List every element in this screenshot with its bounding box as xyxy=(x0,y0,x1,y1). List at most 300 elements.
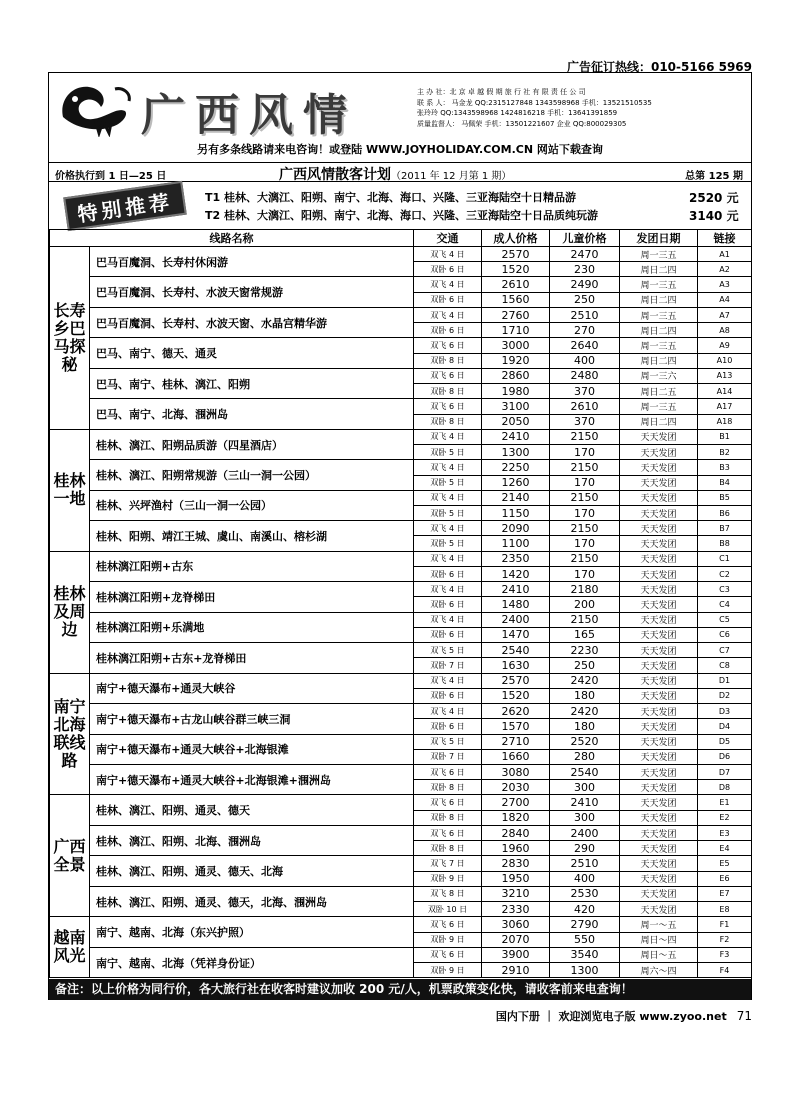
link-code-cell: E5 xyxy=(698,856,752,871)
organizer-line: 主 办 社：北 京 卓 越 假 期 旅 行 社 有 限 责 任 公 司 xyxy=(417,88,586,96)
adult-price-cell: 2570 xyxy=(482,247,550,262)
category-label: 桂林一地 xyxy=(50,429,90,551)
transport-cell: 双卧 9 日 xyxy=(414,963,482,978)
route-name: 桂林漓江阳朔+古东 xyxy=(90,551,414,581)
departure-cell: 天天发团 xyxy=(620,566,698,581)
adult-price-cell: 1820 xyxy=(482,810,550,825)
child-price-cell: 2420 xyxy=(550,704,620,719)
departure-cell: 天天发团 xyxy=(620,810,698,825)
child-price-cell: 2150 xyxy=(550,521,620,536)
transport-cell: 双卧 8 日 xyxy=(414,414,482,429)
adult-price-cell: 2610 xyxy=(482,277,550,292)
departure-cell: 天天发团 xyxy=(620,902,698,917)
child-price-cell: 370 xyxy=(550,384,620,399)
table-row xyxy=(50,307,752,322)
child-price-cell: 2150 xyxy=(550,551,620,566)
transport-cell: 双卧 9 日 xyxy=(414,871,482,886)
organizer-line: 张玲玲 QQ:1343598968 1424816218 手机：13641391859 xyxy=(417,109,618,117)
transport-cell: 双飞 4 日 xyxy=(414,551,482,566)
link-code-cell: C5 xyxy=(698,612,752,627)
adult-price-cell: 1920 xyxy=(482,353,550,368)
child-price-cell: 2510 xyxy=(550,307,620,322)
child-price-cell: 165 xyxy=(550,627,620,642)
child-price-cell: 280 xyxy=(550,749,620,764)
link-code-cell: C4 xyxy=(698,597,752,612)
departure-cell: 天天发团 xyxy=(620,460,698,475)
route-name: 巴马、南宁、德天、通灵 xyxy=(90,338,414,368)
adult-price-cell: 2070 xyxy=(482,932,550,947)
table-body xyxy=(50,247,752,978)
departure-cell: 周日二五 xyxy=(620,384,698,399)
table-row xyxy=(50,247,752,262)
adult-price-cell: 1260 xyxy=(482,475,550,490)
child-price-cell: 550 xyxy=(550,932,620,947)
transport-cell: 双卧 6 日 xyxy=(414,688,482,703)
link-code-cell: C8 xyxy=(698,658,752,673)
child-price-cell: 300 xyxy=(550,810,620,825)
transport-cell: 双飞 4 日 xyxy=(414,673,482,688)
transport-cell: 双卧 6 日 xyxy=(414,627,482,642)
transport-cell: 双飞 6 日 xyxy=(414,825,482,840)
link-code-cell: E1 xyxy=(698,795,752,810)
link-code-cell: A17 xyxy=(698,399,752,414)
table-row xyxy=(50,429,752,444)
adult-price-cell: 2540 xyxy=(482,643,550,658)
promo-label: T1 桂林、大漓江、阳朔、南宁、北海、海口、兴隆、三亚海陆空十日精品游 xyxy=(205,191,576,204)
departure-cell: 天天发团 xyxy=(620,749,698,764)
route-name: 巴马百魔洞、长寿村、水波天窗常规游 xyxy=(90,277,414,307)
link-code-cell: C1 xyxy=(698,551,752,566)
departure-cell: 天天发团 xyxy=(620,643,698,658)
adult-price-cell: 2250 xyxy=(482,460,550,475)
departure-cell: 天天发团 xyxy=(620,841,698,856)
route-name: 巴马、南宁、桂林、漓江、阳朔 xyxy=(90,368,414,398)
departure-cell: 周日～五 xyxy=(620,947,698,962)
transport-cell: 双飞 6 日 xyxy=(414,917,482,932)
page-footer xyxy=(496,1008,752,1024)
table-row xyxy=(50,582,752,597)
transport-cell: 双卧 5 日 xyxy=(414,505,482,520)
link-code-cell: B3 xyxy=(698,460,752,475)
transport-cell: 双卧 7 日 xyxy=(414,749,482,764)
link-code-cell: D6 xyxy=(698,749,752,764)
table-row xyxy=(50,521,752,536)
adult-price-cell: 1470 xyxy=(482,627,550,642)
plan-subtitle: （2011 年 12 月第 1 期） xyxy=(391,171,512,182)
adult-price-cell: 2760 xyxy=(482,307,550,322)
child-price-cell: 180 xyxy=(550,688,620,703)
adult-price-cell: 1520 xyxy=(482,262,550,277)
transport-cell: 双飞 8 日 xyxy=(414,886,482,901)
child-price-cell: 170 xyxy=(550,566,620,581)
organizer-info xyxy=(417,87,747,129)
category-label: 桂林及周边 xyxy=(50,551,90,673)
transport-cell: 双卧 5 日 xyxy=(414,475,482,490)
transport-cell: 双卧 6 日 xyxy=(414,292,482,307)
link-code-cell: D4 xyxy=(698,719,752,734)
adult-price-cell: 1660 xyxy=(482,749,550,764)
adult-price-cell: 2710 xyxy=(482,734,550,749)
promo-badge: 特别推荐 xyxy=(63,181,187,231)
transport-cell: 双卧 5 日 xyxy=(414,445,482,460)
category-label: 南宁北海联线路 xyxy=(50,673,90,795)
transport-cell: 双卧 8 日 xyxy=(414,353,482,368)
link-code-cell: A13 xyxy=(698,368,752,383)
route-name: 桂林、漓江、阳朔品质游（四星酒店） xyxy=(90,429,414,459)
transport-cell: 双飞 4 日 xyxy=(414,307,482,322)
transport-cell: 双飞 6 日 xyxy=(414,764,482,779)
adult-price-cell: 2860 xyxy=(482,368,550,383)
plan-title-bar xyxy=(49,162,751,182)
route-name: 桂林、漓江、阳朔、北海、涠洲岛 xyxy=(90,825,414,855)
link-code-cell: B1 xyxy=(698,429,752,444)
route-name: 南宁+德天瀑布+通灵大峡谷 xyxy=(90,673,414,703)
adult-price-cell: 2700 xyxy=(482,795,550,810)
link-code-cell: A18 xyxy=(698,414,752,429)
adult-price-cell: 2050 xyxy=(482,414,550,429)
promo-item xyxy=(205,207,739,223)
route-name: 桂林漓江阳朔+乐满地 xyxy=(90,612,414,642)
child-price-cell: 1300 xyxy=(550,963,620,978)
category-label: 广西全景 xyxy=(50,795,90,917)
page-number: 71 xyxy=(736,1009,752,1023)
child-price-cell: 2470 xyxy=(550,247,620,262)
header-adult-price: 成人价格 xyxy=(482,230,550,247)
link-code-cell: C2 xyxy=(698,566,752,581)
departure-cell: 天天发团 xyxy=(620,856,698,871)
adult-price-cell: 2330 xyxy=(482,902,550,917)
child-price-cell: 2410 xyxy=(550,795,620,810)
child-price-cell: 2150 xyxy=(550,460,620,475)
table-row xyxy=(50,947,752,962)
adult-price-cell: 1630 xyxy=(482,658,550,673)
departure-cell: 天天发团 xyxy=(620,490,698,505)
adult-price-cell: 2830 xyxy=(482,856,550,871)
link-code-cell: A8 xyxy=(698,323,752,338)
child-price-cell: 420 xyxy=(550,902,620,917)
transport-cell: 双飞 6 日 xyxy=(414,338,482,353)
transport-cell: 双卧 6 日 xyxy=(414,262,482,277)
departure-cell: 周一三六 xyxy=(620,368,698,383)
transport-cell: 双飞 4 日 xyxy=(414,429,482,444)
departure-cell: 周六～四 xyxy=(620,963,698,978)
link-code-cell: A7 xyxy=(698,307,752,322)
link-code-cell: D7 xyxy=(698,764,752,779)
child-price-cell: 370 xyxy=(550,414,620,429)
link-code-cell: B7 xyxy=(698,521,752,536)
departure-cell: 周日～四 xyxy=(620,932,698,947)
departure-cell: 天天发团 xyxy=(620,627,698,642)
child-price-cell: 200 xyxy=(550,597,620,612)
link-code-cell: A2 xyxy=(698,262,752,277)
adult-price-cell: 1710 xyxy=(482,323,550,338)
transport-cell: 双飞 6 日 xyxy=(414,947,482,962)
table-row xyxy=(50,612,752,627)
adult-price-cell: 2620 xyxy=(482,704,550,719)
adult-price-cell: 1570 xyxy=(482,719,550,734)
child-price-cell: 2640 xyxy=(550,338,620,353)
link-code-cell: F4 xyxy=(698,963,752,978)
table-row xyxy=(50,368,752,383)
departure-cell: 天天发团 xyxy=(620,551,698,566)
child-price-cell: 250 xyxy=(550,292,620,307)
transport-cell: 双飞 4 日 xyxy=(414,277,482,292)
link-code-cell: D5 xyxy=(698,734,752,749)
table-row xyxy=(50,338,752,353)
transport-cell: 双卧 6 日 xyxy=(414,323,482,338)
link-code-cell: B6 xyxy=(698,505,752,520)
table-row xyxy=(50,856,752,871)
child-price-cell: 2150 xyxy=(550,429,620,444)
table-row xyxy=(50,551,752,566)
adult-price-cell: 2350 xyxy=(482,551,550,566)
departure-cell: 天天发团 xyxy=(620,521,698,536)
adult-price-cell: 3080 xyxy=(482,764,550,779)
adult-price-cell: 2030 xyxy=(482,780,550,795)
route-name: 南宁+德天瀑布+通灵大峡谷+北海银滩 xyxy=(90,734,414,764)
child-price-cell: 2540 xyxy=(550,764,620,779)
adult-price-cell: 1480 xyxy=(482,597,550,612)
adult-price-cell: 1150 xyxy=(482,505,550,520)
special-recommendation xyxy=(49,183,751,227)
promo-price: 3140 元 xyxy=(689,209,739,223)
route-name: 巴马百魔洞、长寿村、水波天窗、水晶宫精华游 xyxy=(90,307,414,337)
table-header-row xyxy=(50,230,752,247)
transport-cell: 双飞 5 日 xyxy=(414,643,482,658)
masthead xyxy=(49,73,751,141)
adult-price-cell: 2570 xyxy=(482,673,550,688)
adult-price-cell: 3000 xyxy=(482,338,550,353)
transport-cell: 双卧 10 日 xyxy=(414,902,482,917)
transport-cell: 双飞 5 日 xyxy=(414,734,482,749)
transport-cell: 双飞 4 日 xyxy=(414,247,482,262)
adult-price-cell: 3900 xyxy=(482,947,550,962)
child-price-cell: 400 xyxy=(550,871,620,886)
link-code-cell: E8 xyxy=(698,902,752,917)
departure-cell: 周日二四 xyxy=(620,262,698,277)
category-label: 长寿乡巴马探秘 xyxy=(50,247,90,430)
transport-cell: 双飞 6 日 xyxy=(414,399,482,414)
table-row xyxy=(50,886,752,901)
departure-cell: 天天发团 xyxy=(620,734,698,749)
departure-cell: 天天发团 xyxy=(620,505,698,520)
child-price-cell: 2230 xyxy=(550,643,620,658)
transport-cell: 双飞 4 日 xyxy=(414,460,482,475)
departure-cell: 天天发团 xyxy=(620,795,698,810)
issue-number: 总第 125 期 xyxy=(685,171,743,182)
departure-cell: 天天发团 xyxy=(620,658,698,673)
route-name: 桂林、漓江、阳朔常规游（三山一洞一公园） xyxy=(90,460,414,490)
transport-cell: 双卧 5 日 xyxy=(414,536,482,551)
departure-cell: 天天发团 xyxy=(620,688,698,703)
child-price-cell: 2480 xyxy=(550,368,620,383)
departure-cell: 天天发团 xyxy=(620,764,698,779)
adult-price-cell: 2090 xyxy=(482,521,550,536)
child-price-cell: 2510 xyxy=(550,856,620,871)
link-code-cell: B8 xyxy=(698,536,752,551)
departure-cell: 天天发团 xyxy=(620,886,698,901)
route-name: 巴马、南宁、北海、涠洲岛 xyxy=(90,399,414,429)
child-price-cell: 2150 xyxy=(550,490,620,505)
table-row xyxy=(50,460,752,475)
link-code-cell: F3 xyxy=(698,947,752,962)
departure-cell: 周日二四 xyxy=(620,353,698,368)
adult-price-cell: 1100 xyxy=(482,536,550,551)
departure-cell: 天天发团 xyxy=(620,582,698,597)
departure-cell: 周一三五 xyxy=(620,277,698,292)
table-row xyxy=(50,764,752,779)
child-price-cell: 400 xyxy=(550,353,620,368)
link-code-cell: E3 xyxy=(698,825,752,840)
departure-cell: 周一三五 xyxy=(620,338,698,353)
route-name: 桂林、漓江、阳朔、通灵、德天，北海、涠洲岛 xyxy=(90,886,414,916)
adult-price-cell: 2140 xyxy=(482,490,550,505)
departure-cell: 天天发团 xyxy=(620,673,698,688)
table-row xyxy=(50,704,752,719)
adult-price-cell: 1950 xyxy=(482,871,550,886)
departure-cell: 周日二四 xyxy=(620,292,698,307)
price-table xyxy=(49,229,752,978)
adult-price-cell: 1980 xyxy=(482,384,550,399)
child-price-cell: 2180 xyxy=(550,582,620,597)
departure-cell: 天天发团 xyxy=(620,825,698,840)
promo-label: T2 桂林、大漓江、阳朔、南宁、北海、海口、兴隆、三亚海陆空十日品质纯玩游 xyxy=(205,209,598,222)
header-departure: 发团日期 xyxy=(620,230,698,247)
transport-cell: 双飞 4 日 xyxy=(414,521,482,536)
child-price-cell: 2400 xyxy=(550,825,620,840)
child-price-cell: 300 xyxy=(550,780,620,795)
website-slogan: 另有多条线路请来电咨询！或登陆 WWW.JOYHOLIDAY.COM.CN 网站下载查询 xyxy=(197,143,603,156)
table-row xyxy=(50,490,752,505)
category-label: 越南风光 xyxy=(50,917,90,978)
link-code-cell: F1 xyxy=(698,917,752,932)
price-validity: 价格执行到 1 日—25 日 xyxy=(55,171,167,182)
link-code-cell: D3 xyxy=(698,704,752,719)
header-child-price: 儿童价格 xyxy=(550,230,620,247)
link-code-cell: C7 xyxy=(698,643,752,658)
dragon-emblem-icon xyxy=(55,77,135,137)
child-price-cell: 270 xyxy=(550,323,620,338)
route-name: 桂林、漓江、阳朔、通灵、德天、北海 xyxy=(90,856,414,886)
adult-price-cell: 1960 xyxy=(482,841,550,856)
child-price-cell: 170 xyxy=(550,505,620,520)
transport-cell: 双飞 4 日 xyxy=(414,612,482,627)
transport-cell: 双飞 4 日 xyxy=(414,490,482,505)
table-row xyxy=(50,795,752,810)
header-link: 链接 xyxy=(698,230,752,247)
footnote: 备注：以上价格为同行价，各大旅行社在收客时建议加收 200 元/人，机票政策变化快，请收客前来电查询！ xyxy=(49,979,751,1000)
link-code-cell: C3 xyxy=(698,582,752,597)
promo-price: 2520 元 xyxy=(689,191,739,205)
transport-cell: 双卧 6 日 xyxy=(414,719,482,734)
transport-cell: 双飞 7 日 xyxy=(414,856,482,871)
link-code-cell: B4 xyxy=(698,475,752,490)
link-code-cell: F2 xyxy=(698,932,752,947)
footer-text: 国内下册 ｜ 欢迎浏览电子版 www.zyoo.net xyxy=(495,1010,727,1023)
adult-price-cell: 2410 xyxy=(482,582,550,597)
departure-cell: 天天发团 xyxy=(620,719,698,734)
header-transport: 交通 xyxy=(414,230,482,247)
table-row xyxy=(50,917,752,932)
transport-cell: 双卧 9 日 xyxy=(414,932,482,947)
departure-cell: 周一三五 xyxy=(620,307,698,322)
departure-cell: 天天发团 xyxy=(620,536,698,551)
child-price-cell: 2490 xyxy=(550,277,620,292)
page-frame xyxy=(48,72,752,1000)
ad-hotline: 广告征订热线：010-5166 5969 xyxy=(566,60,752,74)
adult-price-cell: 1420 xyxy=(482,566,550,581)
adult-price-cell: 3210 xyxy=(482,886,550,901)
child-price-cell: 2520 xyxy=(550,734,620,749)
route-name: 桂林、漓江、阳朔、通灵、德天 xyxy=(90,795,414,825)
link-code-cell: A9 xyxy=(698,338,752,353)
transport-cell: 双飞 4 日 xyxy=(414,704,482,719)
link-code-cell: A10 xyxy=(698,353,752,368)
link-code-cell: A4 xyxy=(698,292,752,307)
departure-cell: 天天发团 xyxy=(620,429,698,444)
masthead-title: 广西风情 xyxy=(141,90,357,141)
child-price-cell: 2790 xyxy=(550,917,620,932)
route-name: 南宁、越南、北海（凭祥身份证） xyxy=(90,947,414,977)
route-name: 桂林漓江阳朔+龙脊梯田 xyxy=(90,582,414,612)
adult-price-cell: 2410 xyxy=(482,429,550,444)
transport-cell: 双卧 6 日 xyxy=(414,566,482,581)
child-price-cell: 170 xyxy=(550,536,620,551)
child-price-cell: 170 xyxy=(550,475,620,490)
departure-cell: 周一三五 xyxy=(620,247,698,262)
adult-price-cell: 2840 xyxy=(482,825,550,840)
route-name: 南宁+德天瀑布+古龙山峡谷群三峡三洞 xyxy=(90,704,414,734)
link-code-cell: C6 xyxy=(698,627,752,642)
link-code-cell: E4 xyxy=(698,841,752,856)
link-code-cell: D1 xyxy=(698,673,752,688)
transport-cell: 双卧 6 日 xyxy=(414,597,482,612)
transport-cell: 双卧 8 日 xyxy=(414,780,482,795)
route-name: 南宁、越南、北海（东兴护照） xyxy=(90,917,414,947)
route-name: 桂林、阳朔、靖江王城、虞山、南溪山、榕杉湖 xyxy=(90,521,414,551)
adult-price-cell: 1520 xyxy=(482,688,550,703)
child-price-cell: 2420 xyxy=(550,673,620,688)
link-code-cell: B5 xyxy=(698,490,752,505)
table-row xyxy=(50,673,752,688)
child-price-cell: 2150 xyxy=(550,612,620,627)
table-row xyxy=(50,399,752,414)
link-code-cell: A14 xyxy=(698,384,752,399)
transport-cell: 双卧 8 日 xyxy=(414,384,482,399)
route-name: 桂林、兴坪渔村（三山一洞一公园） xyxy=(90,490,414,520)
transport-cell: 双卧 8 日 xyxy=(414,810,482,825)
adult-price-cell: 2910 xyxy=(482,963,550,978)
transport-cell: 双飞 6 日 xyxy=(414,368,482,383)
organizer-line: 质量监督人： 马佩荣 手机：13501221607 企业 QQ:800029305 xyxy=(417,119,627,128)
link-code-cell: D8 xyxy=(698,780,752,795)
link-code-cell: A1 xyxy=(698,247,752,262)
departure-cell: 天天发团 xyxy=(620,475,698,490)
departure-cell: 周日二四 xyxy=(620,323,698,338)
child-price-cell: 2610 xyxy=(550,399,620,414)
transport-cell: 双卧 7 日 xyxy=(414,658,482,673)
departure-cell: 天天发团 xyxy=(620,871,698,886)
table-row xyxy=(50,643,752,658)
departure-cell: 周一三五 xyxy=(620,399,698,414)
header-route: 线路名称 xyxy=(50,230,414,247)
transport-cell: 双飞 6 日 xyxy=(414,795,482,810)
departure-cell: 周日二四 xyxy=(620,414,698,429)
child-price-cell: 230 xyxy=(550,262,620,277)
link-code-cell: E6 xyxy=(698,871,752,886)
route-name: 巴马百魔洞、长寿村休闲游 xyxy=(90,247,414,277)
link-code-cell: E2 xyxy=(698,810,752,825)
